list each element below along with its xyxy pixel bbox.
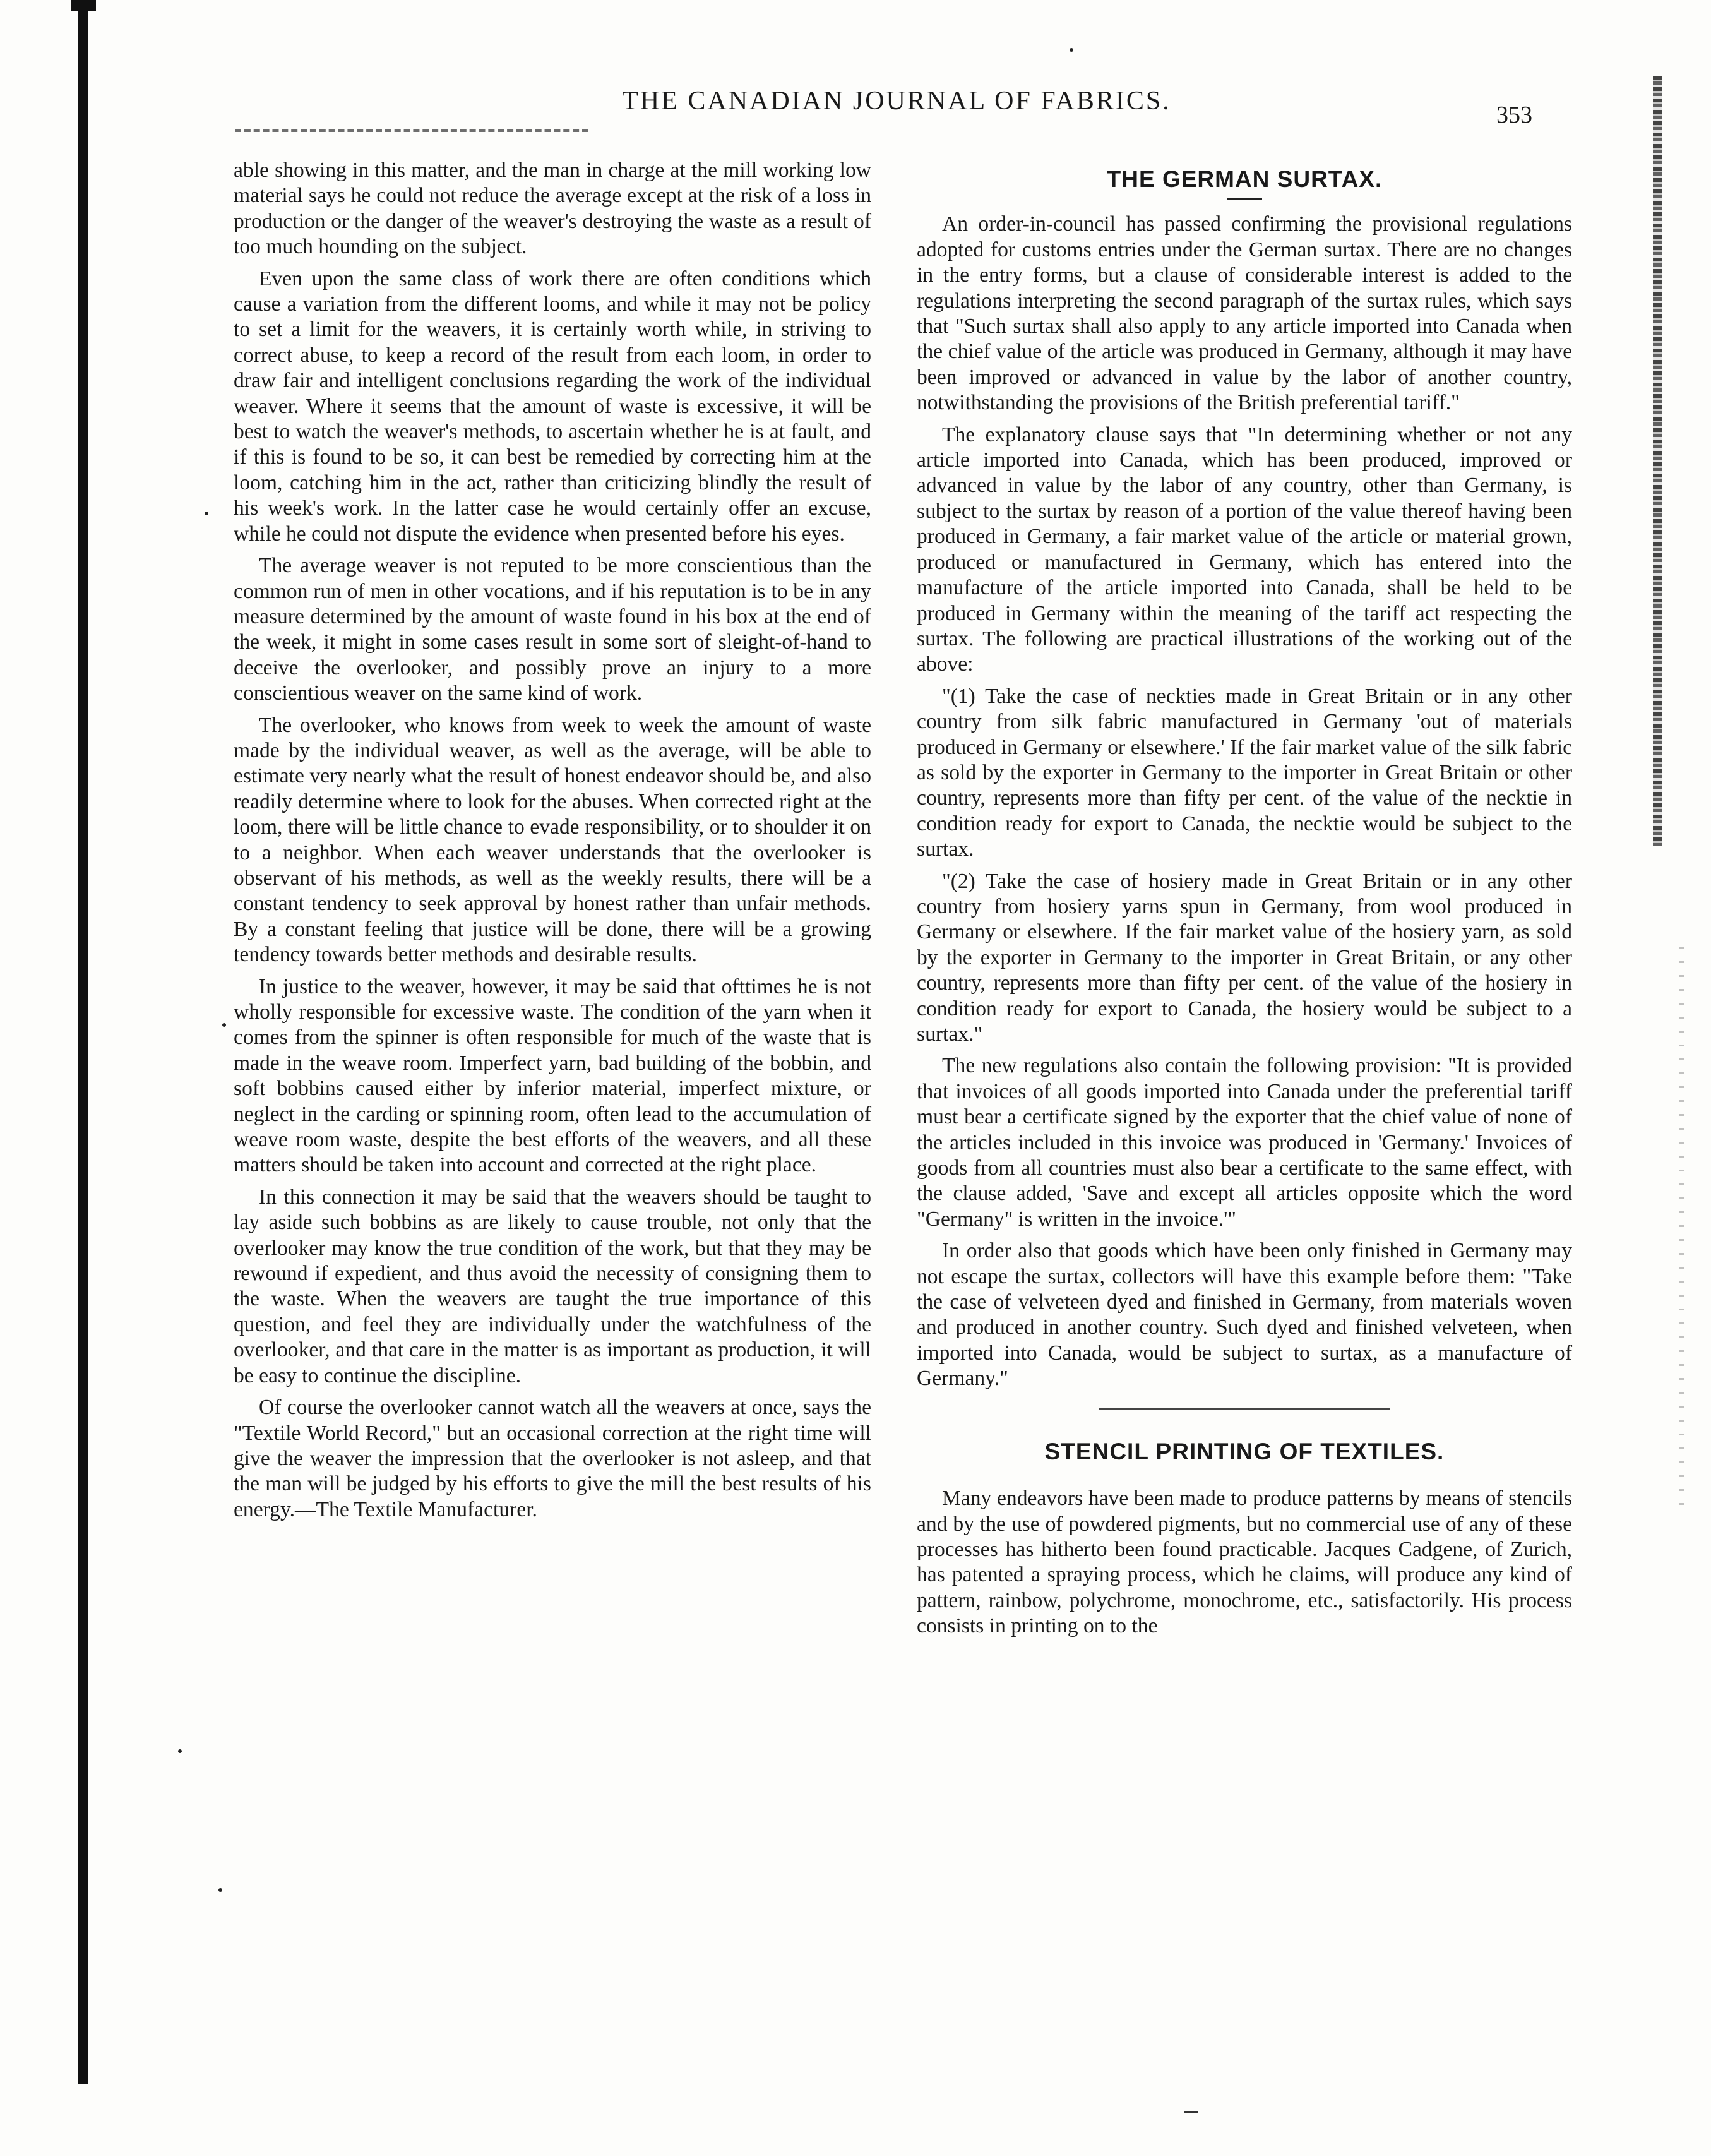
right-column [917, 158, 1572, 1646]
paragraph: Even upon the same class of work there are often conditions which cause a variation from the different looms, and while it may not be policy to set a limit for the weavers, it is certainly worth while, in striving to correct abuse, to keep a record of the result from each loom, in order to draw fair and intelligent conclusions regarding the work of the individual weaver. Where it seems that the amount of waste is excessive, it will be best to watch the weaver's methods, to ascertain whether he is at fault, and if this is found to be so, it can best be remedied by correcting him at the loom, catching him in the act, rather than criticizing blindly the result of his week's work. In the latter case he would certainly offer an excuse, while he could not dispute the evidence when presented before his eyes. [234, 267, 871, 546]
paragraph: The new regulations also contain the following provision: "It is provided that invoices of all goods imported into Canada under the preferential tariff must bear a certificate signed by the exporter that the chief value of none of the articles included in this invoice was produced in 'Germany.' Invoices of goods from all countries must also bear a certificate to the same effect, with the clause added, 'Save and except all articles opposite which the word "Germany" is written in the invoice.'" [917, 1054, 1572, 1231]
stencil-printing-title: STENCIL PRINTING OF TEXTILES. [1044, 1438, 1445, 1464]
paragraph: Many endeavors have been made to produce patterns by means of stencils and by the use of powdered pigments, but no commercial use of any of these processes has hitherto been found practicable. Jacques Cadgene, of Zurich, has patented a spraying process, which he claims, will produce any kind of pattern, rainbow, polychrome, monochrome, etc., satisfactorily. His process consists in printing on to the [917, 1487, 1572, 1638]
scan-edge-noise [1653, 76, 1662, 846]
paragraph: The explanatory clause says that "In determining whether or not any article imported into Canada, which has been produced, improved or advanced in value by the labor of any country, other than Germany, is subject to the surtax by reason of a portion of the value thereof having been produced in Germany, a fair market value of the article or material grown, produced or manufactured in Germany, which has entered into the manufacture of the article imported into Canada, shall be held to be produced in Germany within the meaning of the tariff act respecting the surtax. The following are practical illustrations of the working out of the above: [917, 422, 1572, 676]
scan-speck [205, 512, 208, 515]
running-title: THE CANADIAN JOURNAL OF FABRICS. [622, 87, 1171, 116]
german-surtax-title: THE GERMAN SURTAX. [1106, 166, 1383, 192]
paragraph: able showing in this matter, and the man in charge at the mill working low material says he could not reduce the average except at the risk of a loss in production or the danger of the weaver's destroying the waste as a result of too much hounding on the subject. [234, 159, 871, 259]
paragraph: The overlooker, who knows from week to week the amount of waste made by the individual weaver, as well as the average, will be able to estimate very nearly what the result of honest endeavor should be, and also readily determine where to look for the abuses. When corrected right at the loom, there will be little chance to evade responsibility, or to shoulder it on to a neighbor. When each weaver understands that the overlooker is observant of his methods, as well as the weekly results, there will be a constant tendency to seek approval by honest rather than unfair methods. By a constant feeling that justice will be done, there will be a growing tendency towards better methods and desirable results. [234, 713, 871, 967]
scan-speck [218, 1888, 222, 1892]
page-number: 353 [1496, 102, 1532, 128]
paragraph: "(2) Take the case of hosiery made in Great Britain or in any other country from hosiery yarns spun in Germany, from wool produced in Germany or elsewhere. If the fair market value of the hosiery yarn, as sold by the exporter in Germany to the importer in Great Britain, or any other country, represents more than fifty per cent. of the value of the hosiery in condition ready for export to Canada, the hosiery would be subject to a surtax." [917, 869, 1572, 1046]
binding-edge [78, 0, 88, 2084]
scan-speck [222, 1023, 226, 1027]
bottom-mark [1184, 2111, 1198, 2113]
paragraph: An order-in-council has passed confirming the provisional regulations adopted for customs entries under the German surtax. There are no changes in the entry forms, but a clause of considerable interest is added to the regulations interpreting the second paragraph of the surtax rules, which says that "Such surtax shall also apply to any article imported into Canada when the chief value of the article was produced in Germany, although it may have been improved or advanced in value by the labor of another country, notwithstanding the provisions of the British preferential tariff." [917, 212, 1572, 415]
paragraph: Of course the overlooker cannot watch all the weavers at once, says the "Textile World Record," but an occasional correction at the right time will give the weaver the impression that the overlooker is not asleep, and that the man will be judged by his efforts to give the mill the best results of his energy.—The Textile Manufacturer. [234, 1396, 871, 1521]
section-divider [1099, 1408, 1390, 1410]
paragraph: "(1) Take the case of neckties made in Great Britain or in any other country from silk fabric manufactured in Germany 'out of materials produced in Germany or elsewhere.' If the fair market value of the silk fabric as sold by the exporter in Germany to the importer in Great Britain or other country, represents more than fifty per cent. of the value of the necktie in condition ready for export to Canada, the necktie would be subject to the surtax. [917, 684, 1572, 861]
title-rule [1227, 198, 1262, 200]
paragraph: In justice to the weaver, however, it may be said that ofttimes he is not wholly responsible for excessive waste. The condition of the yarn when it comes from the spinner is often responsible for much of the waste that is made in the weave room. Imperfect yarn, bad building of the bobbin, and soft bobbins caused either by inferior material, imperfect mixture, or neglect in the carding or spinning room, often lead to the accumulation of weave room waste, despite the best efforts of the weavers, and all these matters should be taken into account and corrected at the right place. [234, 974, 871, 1177]
paragraph: The average weaver is not reputed to be more conscientious than the common run of men in other vocations, and if his reputation is to be in any measure determined by the amount of waste found in his box at the end of the week, it might in some cases result in some sort of sleight-of-hand to deceive the overlooker, and possibly prove an injury to a more conscientious weaver on the same kind of work. [234, 554, 871, 705]
scan-speck [178, 1749, 182, 1753]
left-column [234, 158, 871, 1529]
header-rule [235, 129, 588, 132]
scan-speck [1070, 48, 1073, 52]
paragraph: In this connection it may be said that the weavers should be taught to lay aside such bobbins as are likely to cause trouble, not only that the overlooker may know the true condition of the work, but that they may be rewound if expedient, and thus avoid the necessity of consigning them to the waste. When the weavers are taught the true importance of this question, and feel they are individually under the watchfulness of the overlooker, and that care in the matter is as important as production, it will be easy to continue the discipline. [234, 1185, 871, 1387]
scan-edge-noise-lower [1679, 947, 1684, 1516]
paragraph: In order also that goods which have been only finished in Germany may not escape the surtax, collectors will have this example before them: "Take the case of velveteen dyed and finished in Germany, from materials woven and produced in another country. Such dyed and finished velveteen, when imported into Canada, would be subject to surtax, as a manufacture of Germany." [917, 1239, 1572, 1391]
